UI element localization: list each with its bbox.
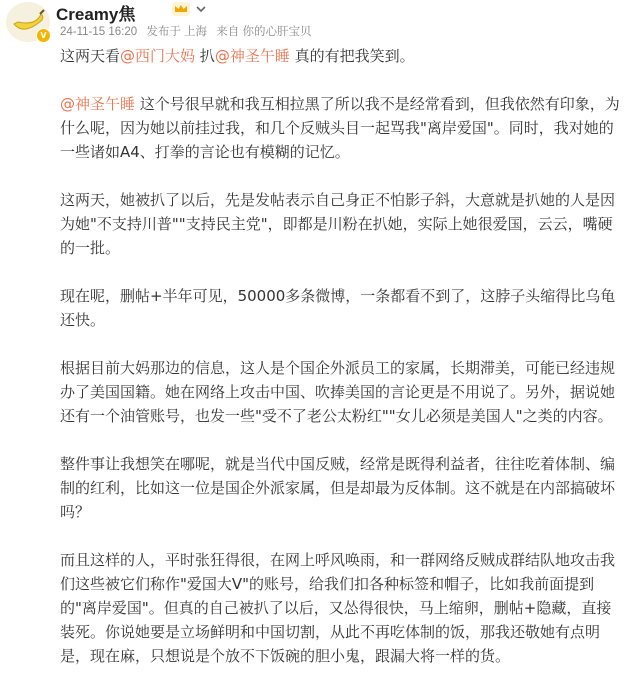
post-header	[0, 0, 636, 44]
paragraph-2	[60, 92, 624, 164]
verified-badge-icon: V	[36, 28, 51, 43]
post-location: 发布于 上海	[146, 26, 208, 38]
paragraph-6: 整件事让我想笑在哪呢，就是当代中国反贼，经常是既得利益者，往往吃着体制、编制的红利，比如这一位是国企外派家属，但是却最为反体制。这不就是在内部搞破坏吗？	[60, 455, 616, 521]
text-segment: 这两天看	[60, 47, 121, 65]
post-meta	[60, 23, 317, 39]
mention-link[interactable]: @神圣午睡	[214, 47, 290, 65]
paragraph-7: 而且这样的人，平时张狂得很，在网上呼风唤雨，和一群网络反贼成群结队地攻击我们这些被它们称作"爱国大V"的账号，给我们扣各种标签和帽子，比如我前面提到的"离岸爱国"。但真的自己被扒了以后，又怂得很快，马上缩卵，删帖+隐藏，直接装死。你说她要是立场鲜明和中国切割，从此不再吃体制的饭，那我还敬她有点明是，现在麻，只想说是个放不下饭碗的胆小鬼，跟漏大将一样的货。	[60, 551, 616, 665]
post-time[interactable]: 24-11-15 16:20	[60, 26, 138, 38]
paragraph-1	[60, 44, 624, 68]
mention-link[interactable]: @西门大妈	[120, 47, 196, 65]
mention-link[interactable]: @神圣午睡	[60, 95, 136, 113]
post-source[interactable]: 来自 你的心肝宝贝	[216, 26, 312, 38]
text-segment: 扒	[195, 47, 215, 65]
paragraph-4: 现在呢，删帖+半年可见，50000多条微博，一条都看不到了，这脖子头缩得比乌龟还快。	[60, 287, 616, 329]
post-body	[60, 44, 624, 692]
text-segment: 这个号很早就和我互相拉黑了所以我不是经常看到，但我依然有印象，为什么呢，因为她以前挂过我，和几个反贼头目一起骂我"离岸爱国"。同时，我对她的一些诸如A4、打拳的言论也有模糊的记忆。	[60, 95, 620, 161]
paragraph-3: 这两天，她被扒了以后，先是发帖表示自己身正不怕影子斜，大意就是扒她的人是因为她"不支持川普""支持民主党"，即都是川粉在扒她，实际上她很爱国，云云，嘴硬的一批。	[60, 191, 616, 257]
chevron-down-icon[interactable]	[194, 2, 208, 16]
author-name[interactable]: Creamy焦	[56, 5, 136, 24]
paragraph-5: 根据目前大妈那边的信息，这人是个国企外派员工的家属，长期滞美，可能已经违规办了美国国籍。她在网络上攻击中国、吹捧美国的言论更是不用说了。另外，据说她还有一个油管账号，也发一些"受不了老公太粉红""女儿必须是美国人"之类的内容。	[60, 359, 616, 425]
crown-icon	[172, 2, 190, 16]
text-segment: 真的有把我笑到。	[289, 47, 415, 65]
